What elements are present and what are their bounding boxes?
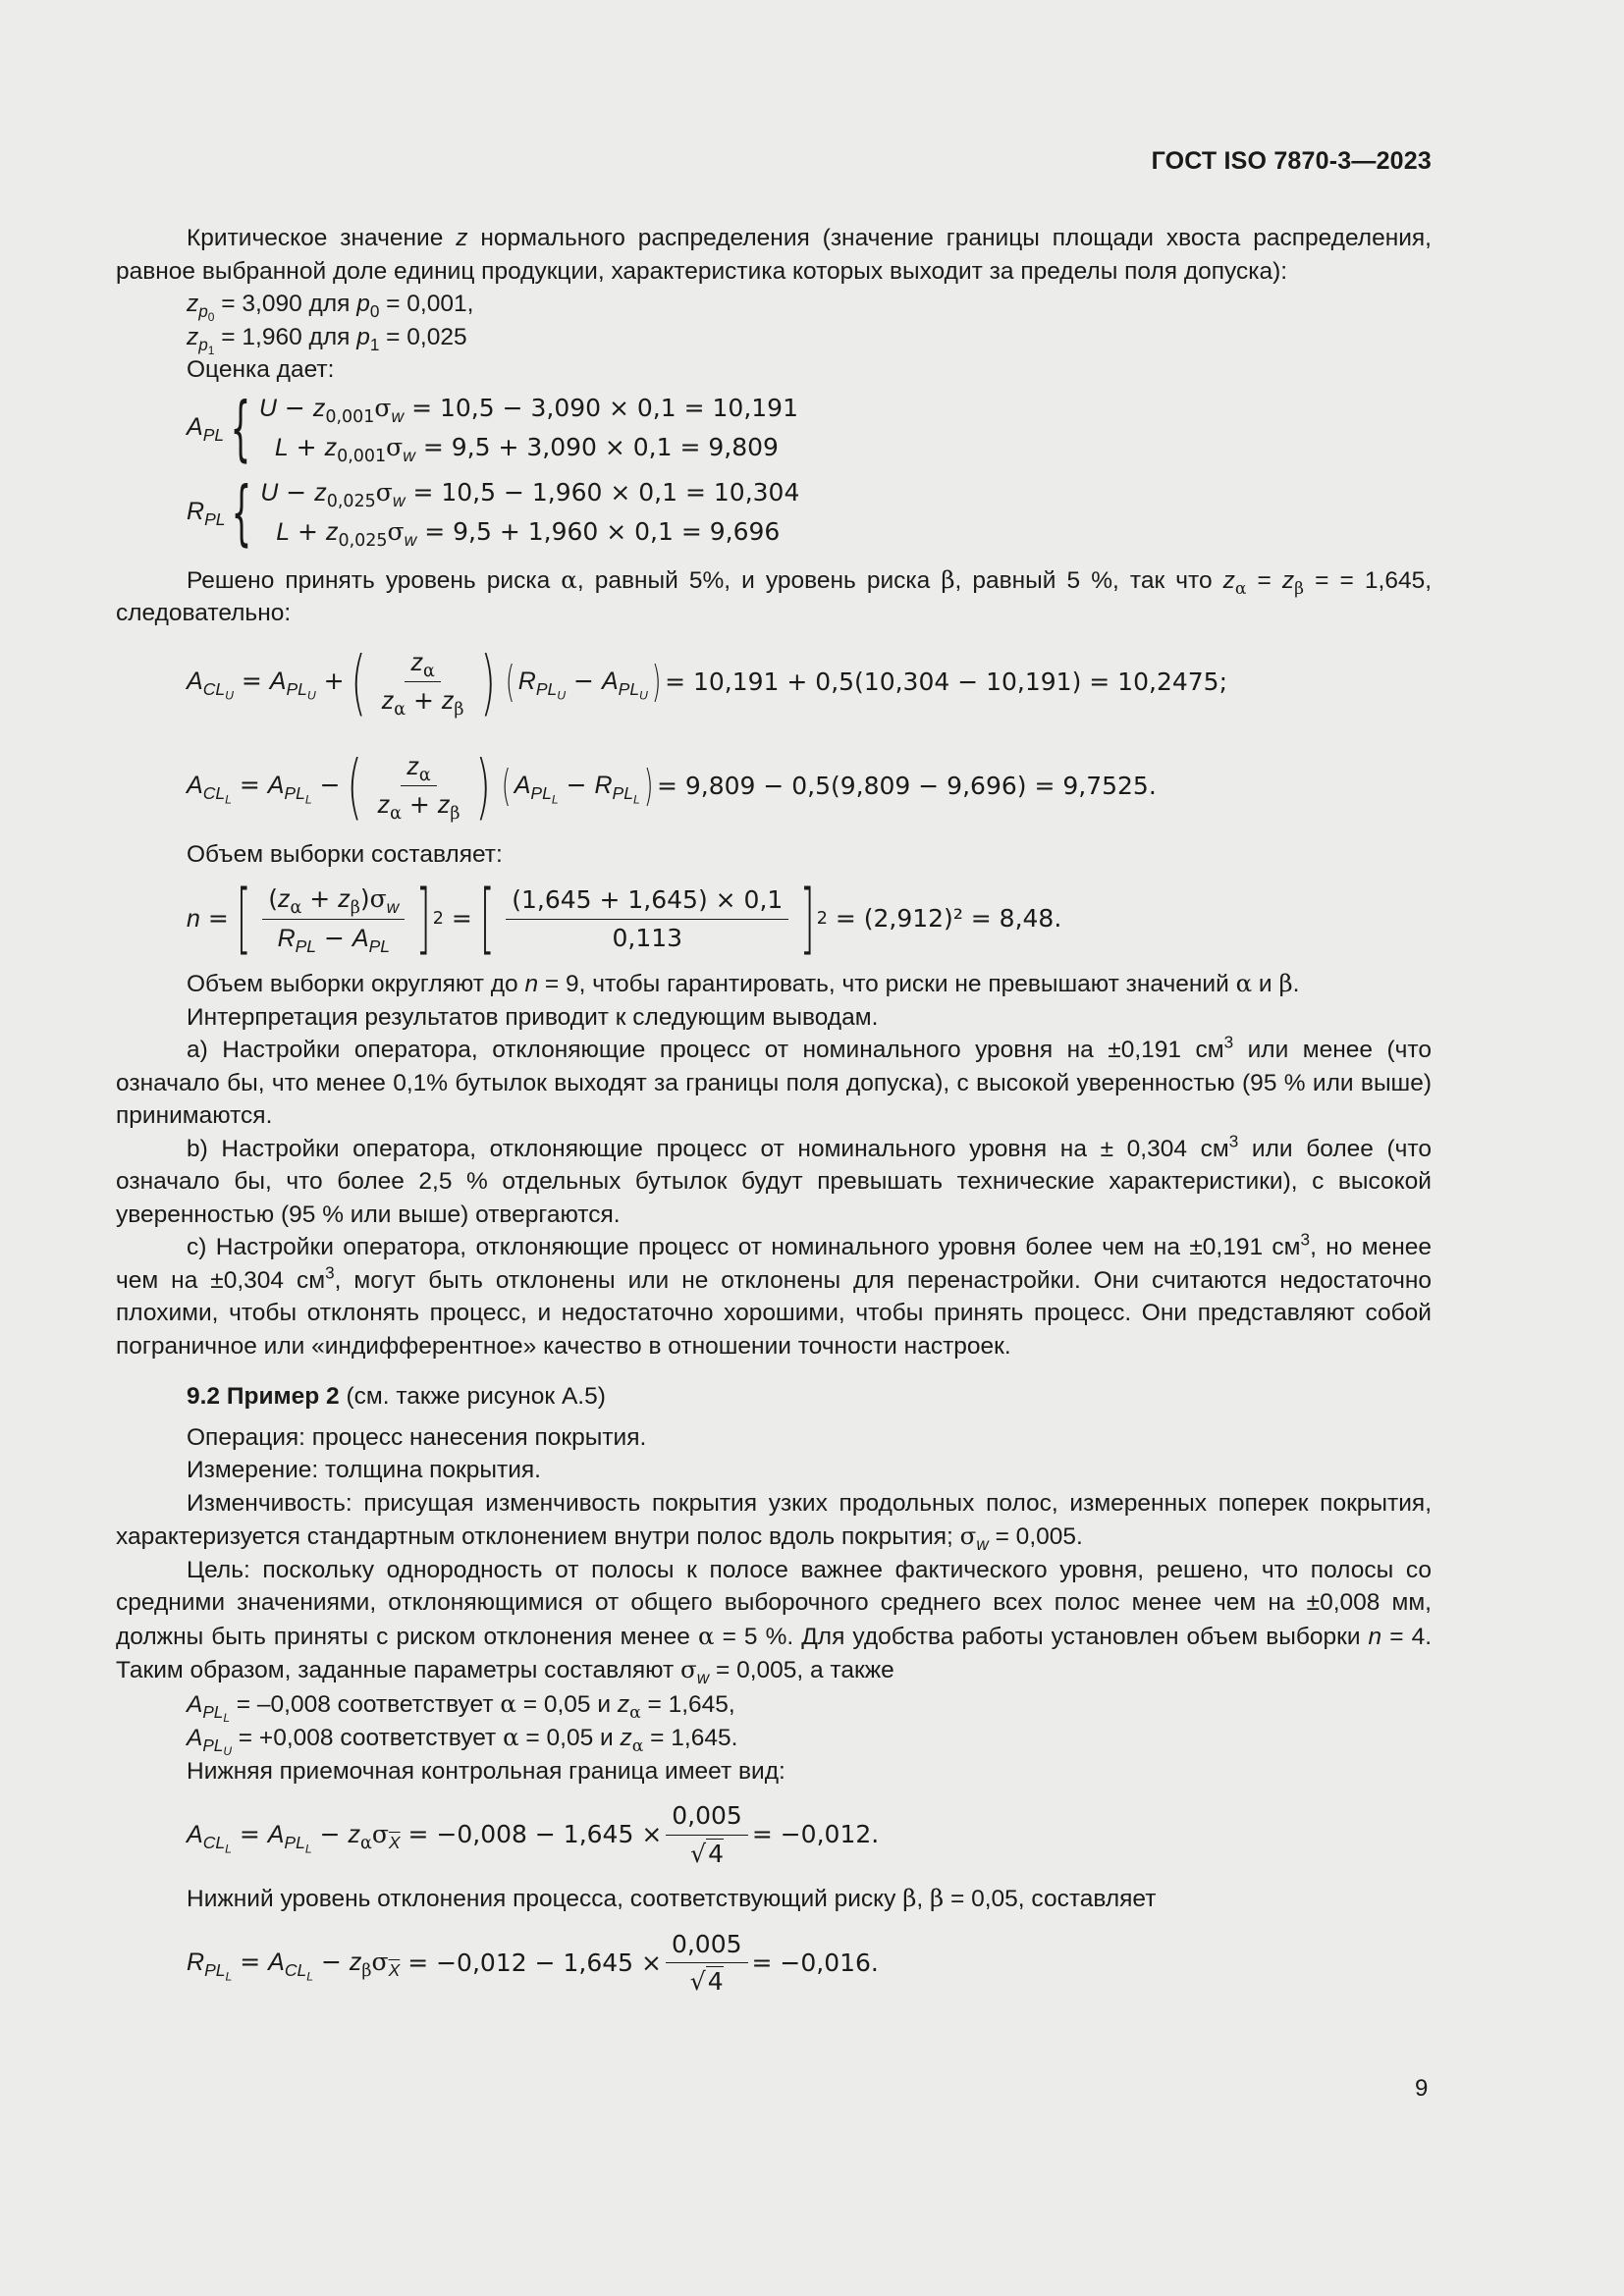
n-rhs: = (2,912)² = 8,48. xyxy=(835,904,1062,934)
paragraph-round: Объем выборки округляют до n = 9, чтобы гарантировать, что риски не превышают значений α и β. xyxy=(187,969,1300,997)
apl-system: $A_{PL}$ { $U - z_{0,001}\sigma_w = 10,5 - 3,090 \times 0,1 = 10,191$ $L + z_{0,001}\sigma_w = 9,5 + 3,090 \times 0,1 = 9,809$ xyxy=(187,386,798,469)
rpl-line1: = 10,5 − 1,960 × 0,1 = 10,304 xyxy=(412,477,800,507)
apl-u-line: $A_{PL_U} = +0,008$ соответствует α = 0,05 и $z_\alpha = 1,645$. xyxy=(187,1723,738,1759)
lower-limit-label: Нижняя приемочная контрольная граница имеет вид: xyxy=(187,1757,785,1785)
page-content xyxy=(116,222,1432,2010)
z-p1-line: $z_{p_1} = 1,960$ для $p_1 = 0,025$ xyxy=(187,323,467,357)
apl-line1: = 10,5 − 3,090 × 0,1 = 10,191 xyxy=(411,393,798,422)
paragraph-lower-level: Нижний уровень отклонения процесса, соответствующий риску β, β = 0,05, составляет xyxy=(187,1884,1157,1912)
n-formula: n = [ $\frac{(z_\alpha + z_\beta)\sigma_w}{R_{PL} - A_{PL}}$ ] 2 = [ $\frac{(1,645 + 1,645) \times 0,1}{0,113}$ ] 2 = (2,912)² = 8,48. xyxy=(187,875,1062,963)
apl-line2: = 9,5 + 3,090 × 0,1 = 9,809 xyxy=(422,432,779,461)
paragraph-conclusion-c: c) Настройки оператора, отклоняющие процесс от номинального уровня более чем на ±0,191 $см^3$, но менее чем на ±0,304 $см^3$, могут быть отклонены или не отклонены для перенастройки. Они считаются недостаточно плохими, чтобы отклонять процесс, и недостаточно хорошими, чтобы принять процесс. Они представляют собой пограничное или «индифферентное» качество в отношении точности настроек. xyxy=(116,1229,1432,1360)
acl-l-rhs: = 9,809 − 0,5(9,809 − 9,696) = 9,7525. xyxy=(656,771,1157,800)
section-heading xyxy=(116,1380,1432,1414)
paragraph-goal: Цель: поскольку однородность от полосы к полосе важнее фактического уровня, решено, что полосы со средними значениями, отклоняющимися от общего выборочного среднего всех полос менее чем на ±0,008 мм, должны быть приняты с риском отклонения менее α = 5 %. Для удобства работы установлен объем выборки n = 4. Таким образом, заданные параметры составляют $\sigma_w = 0,005$, а также xyxy=(116,1556,1433,1687)
paragraph-conclusion-b: b) Настройки оператора, отклоняющие процесс от номинального уровня на ± 0,304 $см^3$ или более (что означало бы, что более 2,5 % отдельных бутылок будут превышать технические характеристики), с высокой уверенностью (95 % или выше) отвергаются. xyxy=(116,1131,1432,1228)
acl-l2-den: 4 xyxy=(708,1839,724,1868)
section-ref: (см. также рисунок А.5) xyxy=(346,1383,606,1410)
page-number: 9 xyxy=(1415,2075,1429,2102)
apl-l-line: $A_{PL_L} = -0,008$ соответствует α = 0,05 и $z_\alpha = 1,645$, xyxy=(187,1688,735,1725)
acl-l2-formula: $A_{CL_L} = A_{PL_L} - z_\alpha\sigma_{\overline{X}}$ = −0,008 − 1,645 × $\frac{0,005}{√4}$ = −0,012. xyxy=(187,1801,880,1868)
paragraph-risk-levels: Решено принять уровень риска α, равный 5%, и уровень риска β, равный 5 %, так что $z_\alpha = z_\beta$ = = 1,645, следовательно: xyxy=(116,564,1432,626)
acl-u-formula: $A_{CL_U} = A_{PL_U}$ + ( $\frac{z_\alpha}{z_\alpha + z_\beta}$ ) ( $R_{PL_U} - A_{PL_U}$ ) = 10,191 + 0,5(10,304 − 10,191) = 10,2475; xyxy=(187,640,1227,723)
section-title: 9.2 Пример 2 xyxy=(187,1383,340,1410)
paragraph-interpretation: Интерпретация результатов приводит к следующим выводам. xyxy=(187,1003,879,1031)
rpl-l2-mid: = −0,012 − 1,645 × xyxy=(407,1948,662,1977)
rpl-l2-den: 4 xyxy=(707,1967,724,1996)
paragraph-operation: Операция: процесс нанесения покрытия. xyxy=(187,1423,647,1451)
acl-l-formula: $A_{CL_L} = A_{PL_L}$ − ( $\frac{z_\alpha}{z_\alpha + z_\beta}$ ) ( $A_{PL_L} - R_{PL_L}$ ) = 9,809 − 0,5(9,809 − 9,696) = 9,7525. xyxy=(187,744,1157,828)
acl-l2-mid: = −0,008 − 1,645 × xyxy=(407,1820,663,1849)
sample-size-label: Объем выборки составляет: xyxy=(187,840,503,868)
rpl-l2-formula: $R_{PL_L} = A_{CL_L} - z_\beta\sigma_{\overline{X}}$ = −0,012 − 1,645 × $\frac{0,005}{√4}$ = −0,016. xyxy=(187,1929,879,1996)
rpl-system: $R_{PL}$ { $U - z_{0,025}\sigma_w = 10,5 - 1,960 \times 0,1 = 10,304$ $L + z_{0,025}\sigma_w = 9,5 + 1,960 \times 0,1 = 9,696$ xyxy=(187,470,800,554)
paragraph-critical-z: Критическое значение z нормального распределения (значение границы площади хвоста распределения, равное выбранной доле единиц продукции, характеристика которых выходит за пределы поля допуска): xyxy=(116,225,1432,285)
paragraph-conclusion-a: a) Настройки оператора, отклоняющие процесс от номинального уровня на ±0,191 $см^3$ или менее (что означало бы, что менее 0,1% бутылок выходят за границы поля допуска), с высокой уверенностью (95 % или выше) принимаются. xyxy=(116,1032,1432,1129)
paragraph-variability: Изменчивость: присущая изменчивость покрытия узких продольных полос, измеренных поперек покрытия, характеризуется стандартным отклонением внутри полос вдоль покрытия; $\sigma_w = 0,005$. xyxy=(116,1489,1432,1554)
acl-l2-num: 0,005 xyxy=(666,1799,748,1836)
z-p0-line: $z_{p_0} = 3,090$ для $p_0 = 0,001$, xyxy=(187,291,474,325)
document-header: ГОСТ ISO 7870-3—2023 xyxy=(1151,147,1432,175)
n-frac-den: 0,113 xyxy=(612,923,683,952)
estimate-label: Оценка дает: xyxy=(187,356,335,383)
acl-l2-end: = −0,012. xyxy=(751,1820,880,1849)
rpl-l2-end: = −0,016. xyxy=(751,1948,879,1977)
rpl-l2-num: 0,005 xyxy=(666,1928,748,1964)
n-frac-num: (1,645 + 1,645) × 0,1 xyxy=(506,883,788,920)
rpl-line2: = 9,5 + 1,960 × 0,1 = 9,696 xyxy=(424,516,781,546)
paragraph-measurement: Измерение: толщина покрытия. xyxy=(187,1457,541,1483)
acl-u-rhs: = 10,191 + 0,5(10,304 − 10,191) = 10,2475; xyxy=(665,667,1227,696)
